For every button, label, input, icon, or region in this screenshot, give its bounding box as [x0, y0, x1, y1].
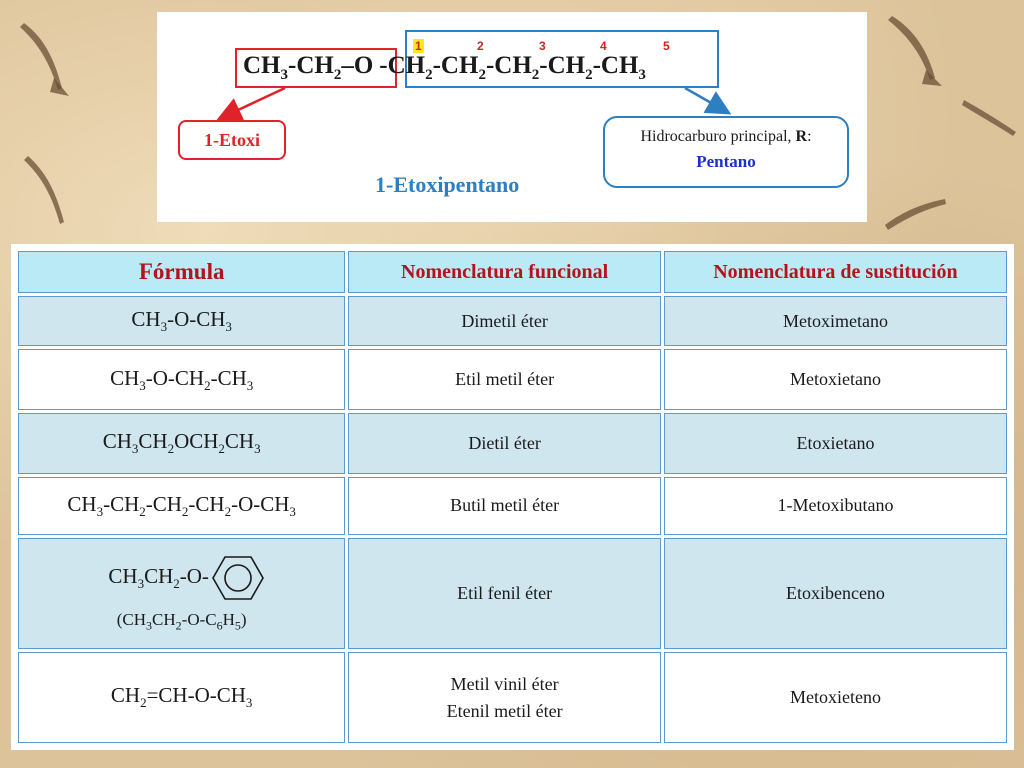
functional-name-cell: Dietil éter — [348, 413, 661, 474]
table-row — [18, 296, 1007, 346]
substitution-name-cell: Metoxietano — [664, 349, 1007, 410]
fossil-fish-icon — [880, 185, 950, 245]
structural-formula — [243, 52, 646, 84]
phenyl-ether-structure: $CH_3CH_2-O-$ — [30, 554, 343, 602]
arrow-to-hidrocarburo — [685, 88, 727, 112]
formula-cell: $CH_2=CH-O-CH_3$ — [18, 652, 345, 743]
functional-name-alt-line: Etenil metil éter — [446, 700, 563, 721]
main-hydrocarbon-box — [603, 116, 849, 188]
table-row — [18, 477, 1007, 536]
substitution-name-cell: Etoxibenceno — [664, 538, 1007, 649]
etoxi-label-box — [178, 120, 286, 160]
ether-formula: $CH_3-CH_2-O$ — [243, 52, 374, 83]
table-header-row — [18, 251, 1007, 293]
functional-name-cell: Butil metil éter — [348, 477, 661, 536]
functional-name-cell: Etil fenil éter — [348, 538, 661, 649]
header-formula: Fórmula — [18, 251, 345, 293]
compound-name: 1-Etoxipentano — [375, 172, 520, 197]
fossil-fish-icon — [14, 18, 74, 98]
ether-naming-diagram — [157, 12, 867, 222]
functional-name-line: Metil vinil éter — [450, 673, 559, 694]
benzene-ring-icon — [211, 554, 265, 602]
carbon-number-1: 1 — [415, 39, 422, 53]
arrow-to-etoxi — [221, 88, 285, 118]
table-row — [18, 413, 1007, 474]
formula-cell — [18, 538, 345, 649]
formula-cell: $CH_3-O-CH_2-CH_3$ — [18, 349, 345, 410]
carbon-number-2: 2 — [477, 39, 484, 53]
table-row — [18, 538, 1007, 649]
fossil-fish-icon — [20, 150, 80, 230]
carbon-number-3: 3 — [539, 39, 546, 53]
formula-cell: $CH_3-O-CH_3$ — [18, 296, 345, 346]
chain-formula: $-CH_2-CH_2-CH_2-CH_2-CH_3$ — [379, 52, 646, 83]
substitution-name-cell: Etoxietano — [664, 413, 1007, 474]
table-row — [18, 652, 1007, 743]
fossil-fish-icon — [880, 10, 950, 90]
hidrocarburo-label: Hidrocarburo principal, R: — [640, 128, 812, 145]
functional-name-cell: Dimetil éter — [348, 296, 661, 346]
table-row — [18, 349, 1007, 410]
header-functional: Nomenclatura funcional — [348, 251, 661, 293]
functional-name-cell: Etil metil éter — [348, 349, 661, 410]
carbon-number-4: 4 — [600, 39, 607, 53]
substitution-name-cell: Metoximetano — [664, 296, 1007, 346]
functional-name-cell — [348, 652, 661, 743]
formula-cell: $CH_3CH_2OCH_2CH_3$ — [18, 413, 345, 474]
substitution-name-cell: Metoxieteno — [664, 652, 1007, 743]
header-substitution: Nomenclatura de sustitución — [664, 251, 1007, 293]
fossil-fish-icon — [960, 90, 1020, 140]
ether-nomenclature-table — [11, 244, 1014, 750]
pentano-label: Pentano — [696, 152, 756, 171]
etoxi-label: 1-Etoxi — [204, 129, 260, 150]
phenyl-ether-condensed-formula: $(CH_3CH_2-O-C_6H_5)$ — [116, 609, 247, 633]
substitution-name-cell: 1-Metoxibutano — [664, 477, 1007, 536]
formula-cell: $CH_3-CH_2-CH_2-CH_2-O-CH_3$ — [18, 477, 345, 536]
carbon-number-5: 5 — [663, 39, 670, 53]
